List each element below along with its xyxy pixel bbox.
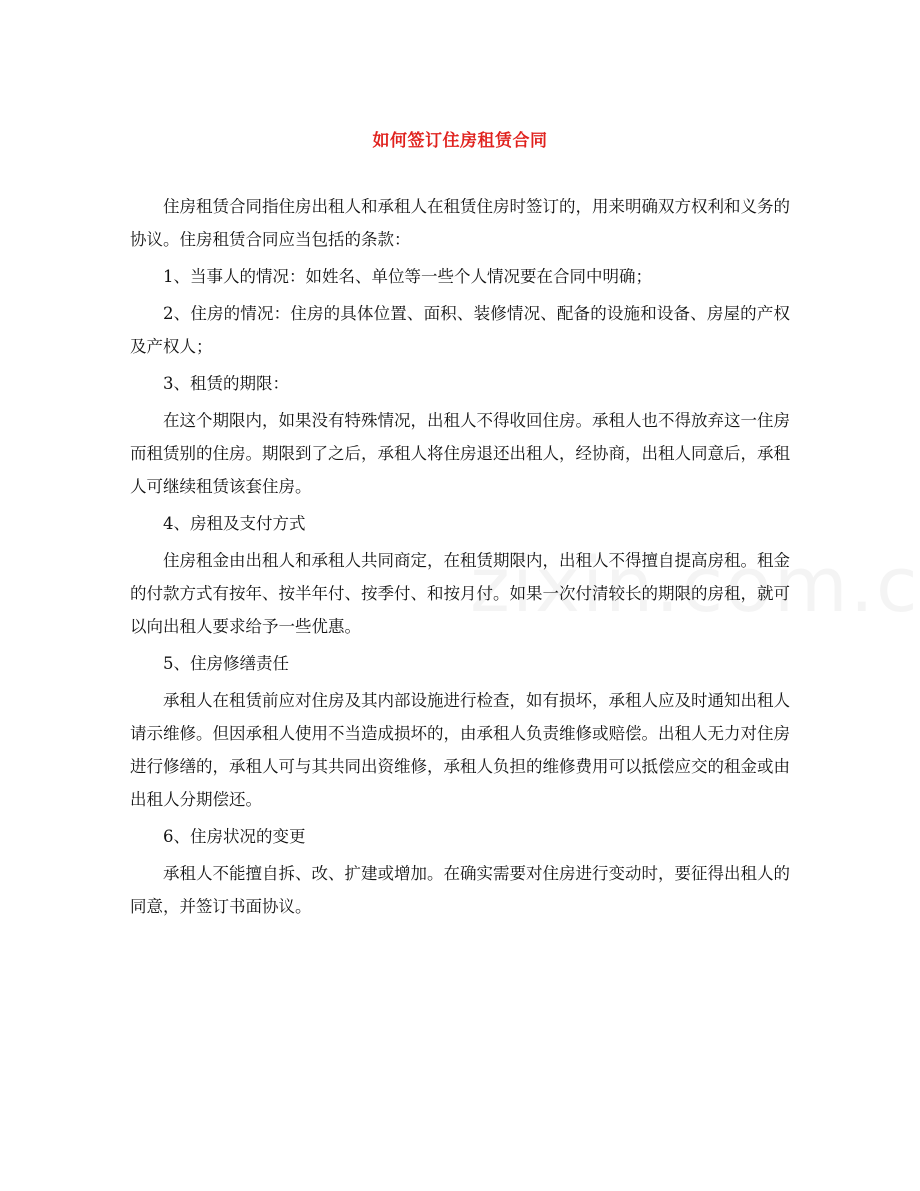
paragraph-item-3-detail: 在这个期限内，如果没有特殊情况，出租人不得收回住房。承租人也不得放弃这一住房而租赁别的住房。期限到了之后，承租人将住房退还出租人，经协商，出租人同意后，承租人可继续租赁该套住房。 (130, 411, 790, 496)
paragraph-intro: 住房租赁合同指住房出租人和承租人在租赁住房时签订的，用来明确双方权利和义务的协议。住房租赁合同应当包括的条款： (130, 197, 790, 249)
paragraph-item-5-detail: 承租人在租赁前应对住房及其内部设施进行检查，如有损坏，承租人应及时通知出租人请示维修。但因承租人使用不当造成损坏的，由承租人负责维修或赔偿。出租人无力对住房进行修缮的，承租人可与其共同出资维修，承租人负担的维修费用可以抵偿应交的租金或由出租人分期偿还。 (130, 691, 790, 809)
document-body (130, 190, 790, 923)
paragraph-item-5: 5、住房修缮责任 (163, 654, 289, 673)
document-title: 如何签订住房租赁合同 (372, 131, 548, 151)
paragraph-item-6: 6、住房状况的变更 (163, 827, 306, 846)
paragraph-item-4-detail: 住房租金由出租人和承租人共同商定，在租赁期限内，出租人不得擅自提高房租。租金的付款方式有按年、按半年付、按季付、和按月付。如果一次付清较长的期限的房租，就可以向出租人要求给予一些优惠。 (130, 551, 790, 636)
paragraph-item-2: 2、住房的情况：住房的具体位置、面积、装修情况、配备的设施和设备、房屋的产权及产权人； (130, 304, 790, 356)
paragraph-item-3: 3、租赁的期限： (163, 374, 289, 393)
paragraph-item-1: 1、当事人的情况：如姓名、单位等一些个人情况要在合同中明确； (163, 267, 652, 286)
paragraph-item-4: 4、房租及支付方式 (163, 514, 306, 533)
paragraph-item-6-detail: 承租人不能擅自拆、改、扩建或增加。在确实需要对住房进行变动时，要征得出租人的同意，并签订书面协议。 (130, 864, 790, 916)
